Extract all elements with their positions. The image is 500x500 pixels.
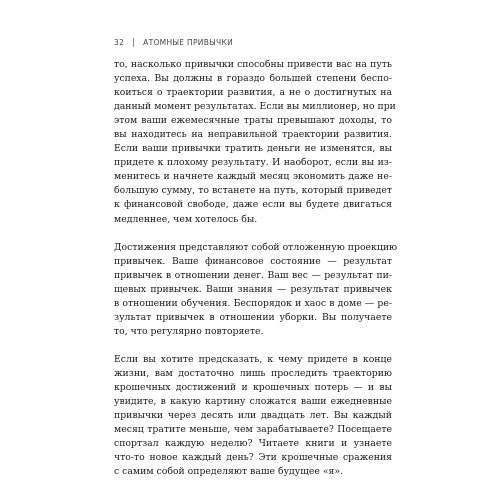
paragraph-1 <box>114 58 396 227</box>
text-line: спортзал каждую неделю? Читаете книги и узнаете <box>114 438 392 450</box>
text-line: данный момент результатах. Если вы миллионер, но при <box>114 101 396 113</box>
paragraph-2 <box>114 241 398 339</box>
text-line: зультат привычек в отношении уборки. Вы получаете <box>114 311 392 323</box>
text-line: что-то новое каждый день? Эти крошечные сражения <box>114 452 392 464</box>
text-line: Если вы хотите предсказать, к чему придете в конце <box>114 353 392 365</box>
text-line: с самим собой определяют ваше будущее «я». <box>114 466 344 478</box>
text-line: крошечных достижений и крошечных потерь — и вы <box>114 381 392 393</box>
text-line: коиться о траектории развития, а не о достигнутых на <box>114 87 392 99</box>
text-line: привычек в отношении денег. Ваш вес — результат пи- <box>114 269 392 281</box>
text-line: придете к плохому результату. И наоборот, если вы из- <box>114 157 392 169</box>
header-divider <box>133 38 134 47</box>
text-line: привычек. Ваше финансовое состояние — результат <box>114 255 392 267</box>
text-line: увидите, в какую картину сложатся ваши ежедневные <box>114 396 392 408</box>
text-line: жизни, вам достаточно лишь проследить траекторию <box>114 367 392 379</box>
text-line: щевых привычек. Ваши знания — результат привычек <box>114 283 392 295</box>
text-line: в отношении обучения. Беспорядок и хаос в доме — ре- <box>114 297 392 309</box>
page-body <box>114 58 398 479</box>
text-line: этом ваши ежемесячные траты превышают доходы, то <box>114 115 392 127</box>
text-line: привычки через десять или двадцать лет. Вы каждый <box>114 410 392 422</box>
page-number: 32 <box>114 38 125 47</box>
text-line: месяц тратите меньше, чем зарабатываете? Посещаете <box>114 424 392 436</box>
text-line: менитесь и начнете каждый месяц экономить даже не- <box>114 171 392 183</box>
text-line: вы находитесь на неправильной траектории развития. <box>114 129 392 141</box>
text-line: успеха. Вы должны в гораздо большей степени беспо- <box>114 73 392 85</box>
running-title: АТОМНЫЕ ПРИВЫЧКИ <box>143 38 234 47</box>
page-header <box>114 38 233 47</box>
paragraph-3 <box>114 353 392 479</box>
text-line: медленнее, чем хотелось бы. <box>114 213 258 225</box>
text-line: то, что регулярно повторяете. <box>114 325 264 337</box>
text-line: то, насколько привычки способны привести вас на путь <box>114 59 392 70</box>
text-line: к финансовой свободе, даже если вы будете двигаться <box>114 199 392 211</box>
text-line: Достижения представляют собой отложенную проекцию <box>114 241 398 253</box>
text-line: Если ваши привычки тратить деньги не изменятся, вы <box>114 143 392 155</box>
text-line: большую сумму, то встанете на путь, который приведет <box>114 185 392 197</box>
